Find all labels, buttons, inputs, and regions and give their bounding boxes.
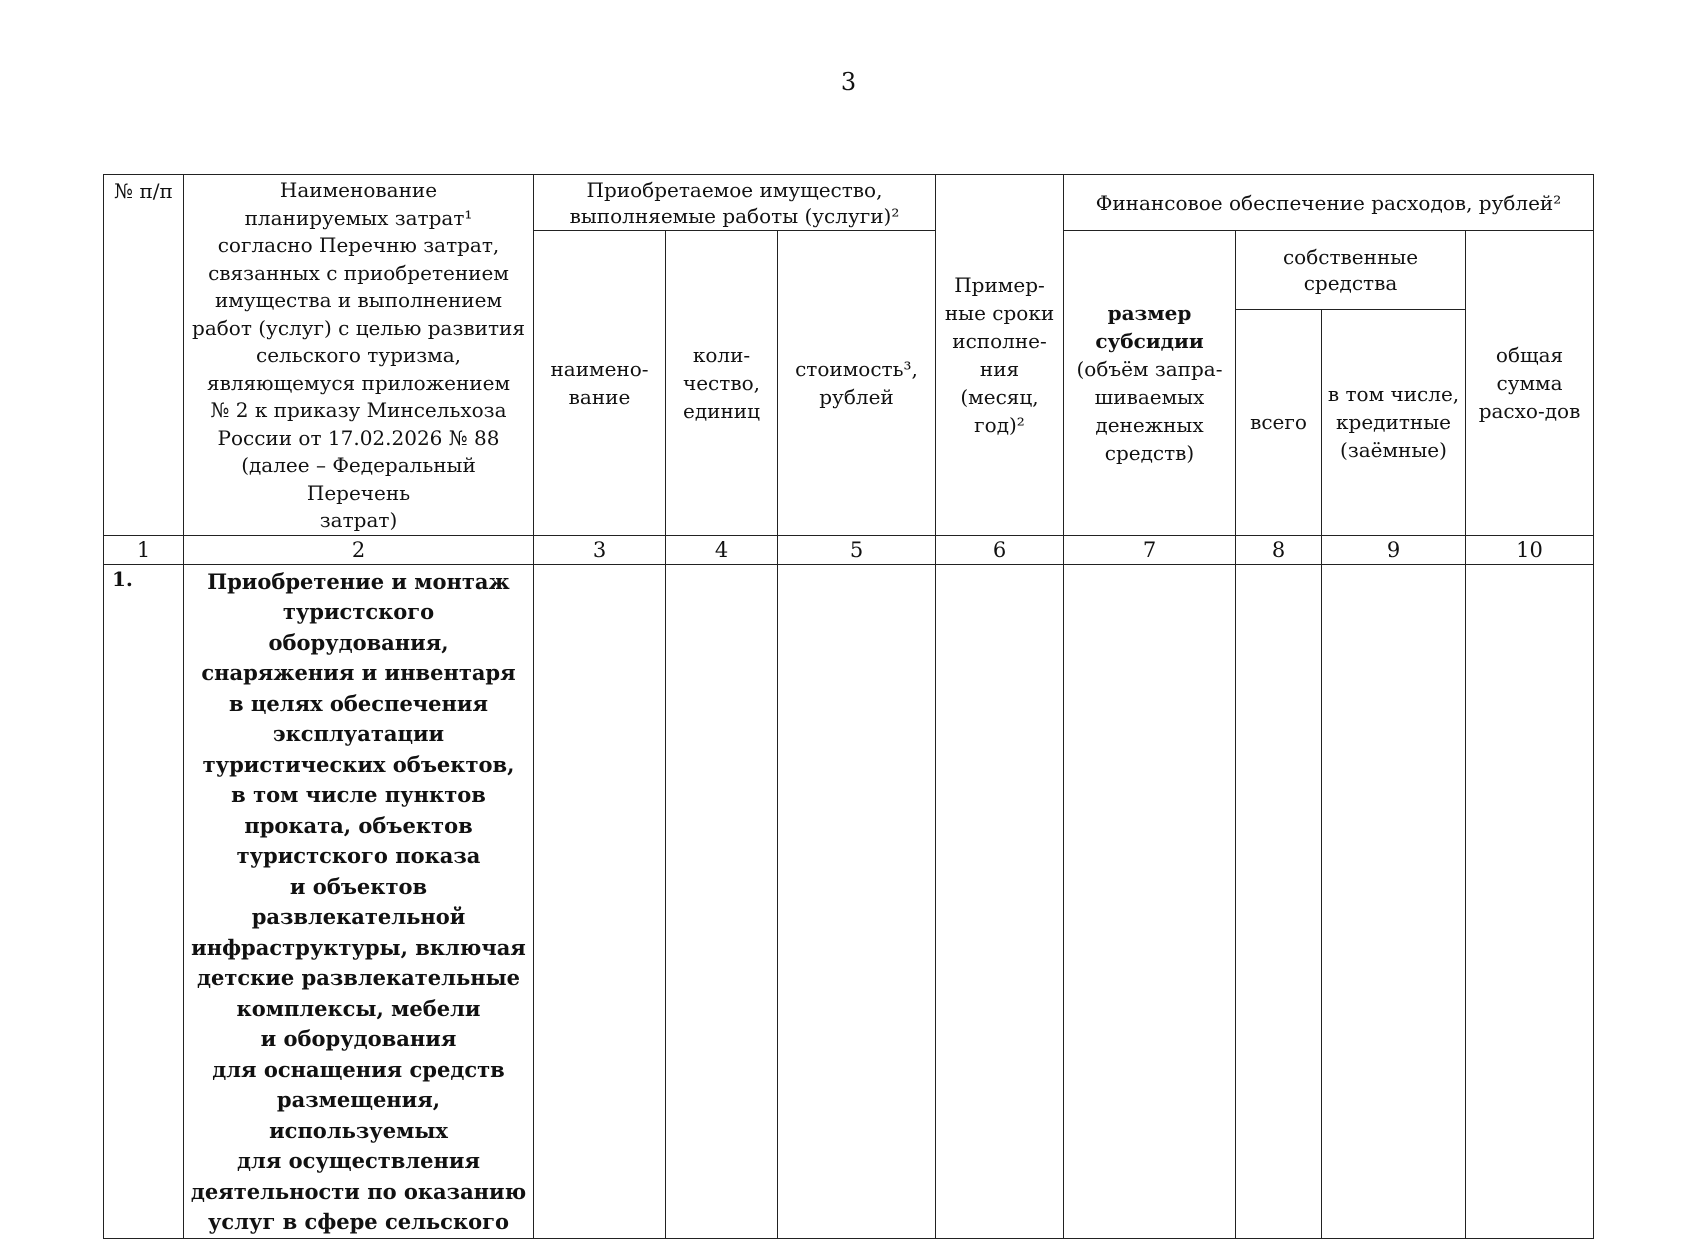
text-line: эксплуатации [272, 721, 445, 746]
header-subsidy [1064, 231, 1236, 536]
text-line: № 2 к приказу Минсельхоза [210, 398, 507, 422]
text-line: размещения, используемых [269, 1087, 448, 1143]
header-property-group: Приобретаемое имущество, выполняемые работы (услуги)² [534, 175, 936, 231]
header-quantity: коли-чество, единиц [666, 231, 778, 536]
row-cost-name [184, 564, 534, 1238]
text-line: деятельности по оказанию [190, 1178, 527, 1204]
cell-terms [936, 564, 1064, 1238]
header-own-funds: собственные средства [1236, 231, 1466, 310]
text-line: связанных с приобретением [208, 260, 509, 285]
page-number: 3 [840, 68, 857, 96]
text-line: туристского показа [236, 843, 481, 868]
col-number: 9 [1322, 535, 1466, 564]
text-line: развлекательной [251, 904, 466, 929]
text-line: для осуществления [237, 1148, 480, 1173]
header-subsidy-rest: (объём запра-шиваемых денежных средств) [1076, 356, 1223, 465]
text-line: снаряжения и инвентаря [201, 660, 516, 685]
col-number: 5 [778, 535, 936, 564]
col-number: 10 [1466, 535, 1594, 564]
cell-own-total [1236, 564, 1322, 1238]
planned-costs-table [103, 174, 1594, 1239]
cell-total-sum [1466, 564, 1594, 1238]
col-number: 8 [1236, 535, 1322, 564]
header-terms: Пример-ные сроки исполне-ния (месяц, год)² [936, 175, 1064, 536]
text-line: работ (услуг) с целью развития [192, 315, 525, 340]
header-finance-group: Финансовое обеспечение расходов, рублей² [1064, 175, 1594, 231]
text-line: для оснащения средств [212, 1056, 505, 1082]
text-line: туристского оборудования, [268, 599, 449, 655]
text-line: инфраструктуры, включая [191, 934, 526, 960]
cell-cost [778, 564, 936, 1238]
header-total-sum: общая сумма расхо-дов [1466, 231, 1594, 536]
text-line: затрат) [319, 508, 398, 532]
text-line: планируемых затрат¹ [244, 205, 473, 230]
row-number: 1. [104, 564, 184, 1238]
text-line: Приобретение и монтаж [207, 568, 510, 594]
text-line: детские развлекательные [196, 965, 520, 990]
text-line: услуг в сфере сельского [207, 1209, 510, 1234]
header-num: № п/п [104, 175, 184, 536]
table-row [104, 564, 1594, 1238]
col-number: 7 [1064, 535, 1236, 564]
col-number: 4 [666, 535, 778, 564]
text-line: туристических объектов, [202, 751, 515, 777]
text-line: России от 17.02.2026 № 88 [217, 425, 500, 450]
col-number: 3 [534, 535, 666, 564]
text-line: проката, объектов [244, 812, 473, 838]
text-line: (далее – Федеральный Перечень [241, 453, 476, 505]
text-line: Наименование [279, 178, 438, 202]
cell-own-credit [1322, 564, 1466, 1238]
header-property-name: наимено-вание [534, 231, 666, 536]
header-own-total: всего [1236, 309, 1322, 535]
text-line: согласно Перечню затрат, [217, 233, 500, 257]
cell-subsidy [1064, 564, 1236, 1238]
text-line: комплексы, мебели [236, 995, 481, 1021]
header-cost: стоимость³, рублей [778, 231, 936, 536]
text-line: в целях обеспечения [228, 690, 488, 716]
col-number: 6 [936, 535, 1064, 564]
cell-property-name [534, 564, 666, 1238]
text-line: сельского туризма, [256, 343, 461, 367]
column-numbers-row [104, 535, 1594, 564]
text-line: и оборудования [260, 1026, 457, 1051]
header-subsidy-bold: размер субсидии [1095, 300, 1204, 353]
text-line: и объектов [289, 873, 428, 899]
col-number: 1 [104, 535, 184, 564]
header-own-credit: в том числе, кредитные (заёмные) [1322, 309, 1466, 535]
cell-quantity [666, 564, 778, 1238]
text-line: в том числе пунктов [231, 782, 486, 807]
header-cost-name [184, 175, 534, 536]
col-number: 2 [184, 535, 534, 564]
text-line: имущества и выполнением [214, 288, 503, 312]
text-line: являющемуся приложением [206, 370, 511, 395]
